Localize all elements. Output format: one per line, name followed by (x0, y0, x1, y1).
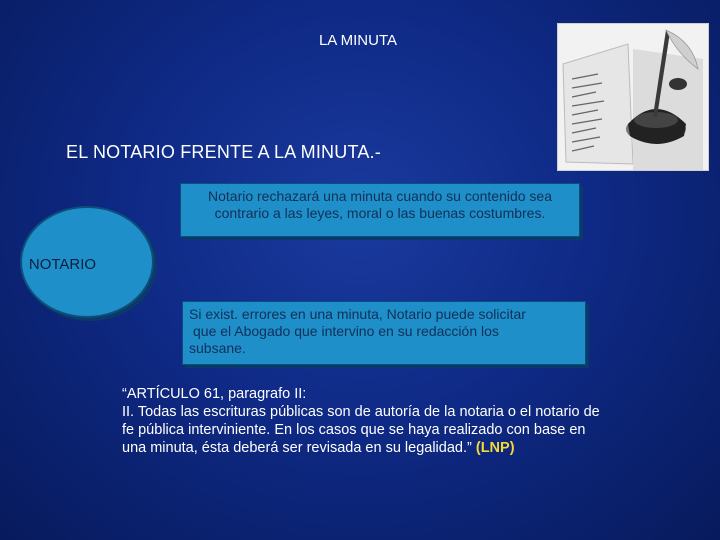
reject-rule-box (180, 183, 580, 237)
article-line-4-wrap (122, 439, 662, 457)
correction-rule-line-2: que el Abogado que intervino en su redacción los (193, 323, 499, 339)
reject-rule-line-1: Notario rechazará una minuta cuando su contenido sea (208, 188, 552, 204)
article-line-3: fe pública interviniente. En los casos que se haya realizado con base en (122, 422, 586, 438)
reject-rule-line-2: contrario a las leyes, moral o las buenas costumbres. (214, 205, 546, 221)
correction-rule-line-1: Si exist. errores en una minuta, Notario puede solicitar (189, 306, 526, 322)
article-quote (122, 385, 662, 457)
article-heading: “ARTÍCULO 61, paragrafo II: (122, 386, 307, 402)
correction-rule-box (182, 301, 586, 365)
book-quill-photo-icon (557, 23, 709, 171)
correction-rule-line-3: subsane. (189, 340, 246, 356)
section-heading: EL NOTARIO FRENTE A LA MINUTA.- (66, 142, 381, 162)
slide-title: LA MINUTA (318, 32, 398, 49)
article-line-4: una minuta, ésta deberá ser revisada en su legalidad.” (122, 440, 472, 456)
law-source: (LNP) (475, 440, 515, 456)
notario-label: NOTARIO (28, 256, 97, 273)
article-line-2: II. Todas las escrituras públicas son de autoría de la notaria o el notario de (122, 404, 600, 420)
